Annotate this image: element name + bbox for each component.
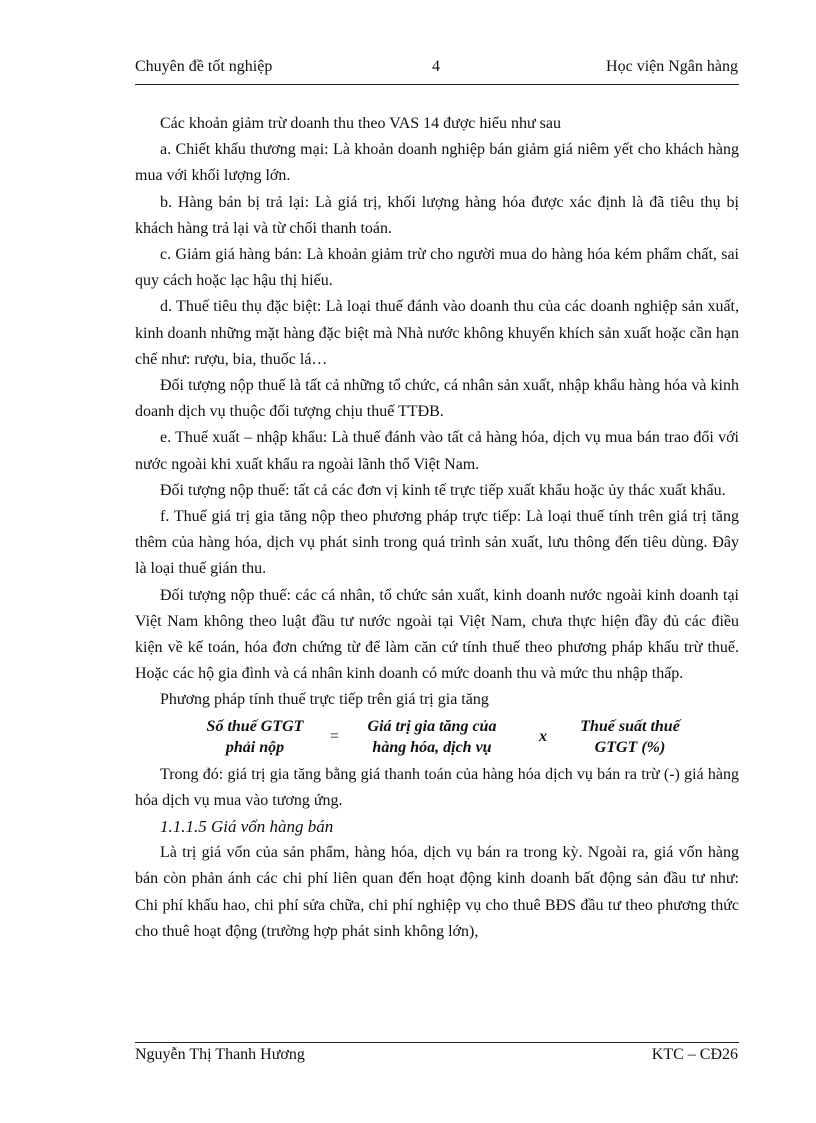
paragraph: f. Thuế giá trị gia tăng nộp theo phương pháp trực tiếp: Là loại thuế tính trên giá trị tăng thêm của hàng hóa, dịch vụ phát sinh trong quá trình sản xuất, lưu thông đến tiêu dùng. Đây là loại thuế gián thu. xyxy=(135,508,739,578)
vat-formula xyxy=(135,716,739,762)
paragraph: Đối tượng nộp thuế là tất cả những tổ chức, cá nhân sản xuất, nhập khẩu hàng hóa và kinh doanh dịch vụ thuộc đối tượng chịu thuế TTĐB. xyxy=(135,377,739,421)
formula-equals: = xyxy=(330,727,340,745)
header-title: Chuyên đề tốt nghiệp xyxy=(135,58,273,75)
header-rule xyxy=(135,84,739,85)
paragraph: Phương pháp tính thuế trực tiếp trên giá trị gia tăng xyxy=(160,691,489,709)
paragraph: Là trị giá vốn của sản phẩm, hàng hóa, dịch vụ bán ra trong kỳ. Ngoài ra, giá vốn hàng bán còn phản ánh các chi phí liên quan đến hoạt động kinh doanh bất động sản đầu tư như: Chi phí khấu hao, chi phí sửa chữa, chi phí nghiệp vụ cho thuê BĐS đầu tư theo phương thức cho thuê hoạt động (trường hợp phát sinh không lớn), xyxy=(135,844,739,940)
formula-rhs-line1: Thuế suất thuế xyxy=(580,717,680,735)
paragraph: Các khoản giảm trừ doanh thu theo VAS 14 được hiểu như sau xyxy=(160,115,561,132)
formula-rhs-line2: GTGT (%) xyxy=(594,738,666,756)
page-number: 4 xyxy=(432,58,440,75)
formula-lhs xyxy=(185,716,325,758)
formula-lhs-line2: phải nộp xyxy=(225,738,285,756)
formula-lhs-line1: Số thuế GTGT xyxy=(206,717,304,735)
body-text xyxy=(135,111,739,945)
page-footer xyxy=(135,1046,738,1068)
section-heading: 1.1.1.5 Giá vốn hàng bán xyxy=(160,817,334,837)
header-institution: Học viện Ngân hàng xyxy=(606,58,738,75)
paragraph: c. Giảm giá hàng bán: Là khoản giảm trừ cho người mua do hàng hóa kém phẩm chất, sai quy cách hoặc lạc hậu thị hiếu. xyxy=(135,246,739,290)
footer-author: Nguyễn Thị Thanh Hương xyxy=(135,1046,305,1063)
paragraph: Đối tượng nộp thuế: các cá nhân, tổ chức sản xuất, kinh doanh nước ngoài kinh doanh tại Việt Nam không theo luật đầu tư nước ngoài tại Việt Nam, chưa thực hiện đầy đủ các điều kiện về kế toán, hóa đơn chứng từ để làm căn cứ tính thuế theo phương pháp khấu trừ thuế. Hoặc các hộ gia đình và cá nhân kinh doanh có mức doanh thu và mức thu nhập thấp. xyxy=(135,586,739,683)
formula-mid-line2: hàng hóa, dịch vụ xyxy=(372,738,492,756)
page-header xyxy=(135,58,738,80)
paragraph: Trong đó: giá trị gia tăng bằng giá thanh toán của hàng hóa dịch vụ bán ra trừ (-) giá hàng hóa dịch vụ mua vào tương ứng. xyxy=(135,765,739,809)
footer-class: KTC – CĐ26 xyxy=(651,1046,738,1063)
formula-mid-line1: Giá trị gia tăng của xyxy=(367,717,497,735)
footer-rule xyxy=(135,1042,739,1043)
paragraph: e. Thuế xuất – nhập khẩu: Là thuế đánh vào tất cả hàng hóa, dịch vụ mua bán trao đổi với nước ngoài khi xuất khẩu ra ngoài lãnh thổ Việt Nam. xyxy=(135,429,739,473)
paragraph: a. Chiết khấu thương mại: Là khoản doanh nghiệp bán giảm giá niêm yết cho khách hàng mua với khối lượng lớn. xyxy=(135,141,739,185)
formula-times: x xyxy=(539,727,547,745)
paragraph: Đối tượng nộp thuế: tất cả các đơn vị kinh tế trực tiếp xuất khẩu hoặc ủy thác xuất khẩu. xyxy=(160,481,726,499)
paragraph: b. Hàng bán bị trả lại: Là giá trị, khối lượng hàng hóa được xác định là đã tiêu thụ bị khách hàng trả lại và từ chối thanh toán. xyxy=(135,193,739,237)
formula-middle xyxy=(357,716,507,758)
formula-rhs xyxy=(560,716,700,758)
paragraph: d. Thuế tiêu thụ đặc biệt: Là loại thuế đánh vào doanh thu của các doanh nghiệp sản xuất, kinh doanh những mặt hàng đặc biệt mà Nhà nước không khuyến khích sản xuất hoặc cần hạn chế như: rượu, bia, thuốc lá… xyxy=(135,298,739,368)
